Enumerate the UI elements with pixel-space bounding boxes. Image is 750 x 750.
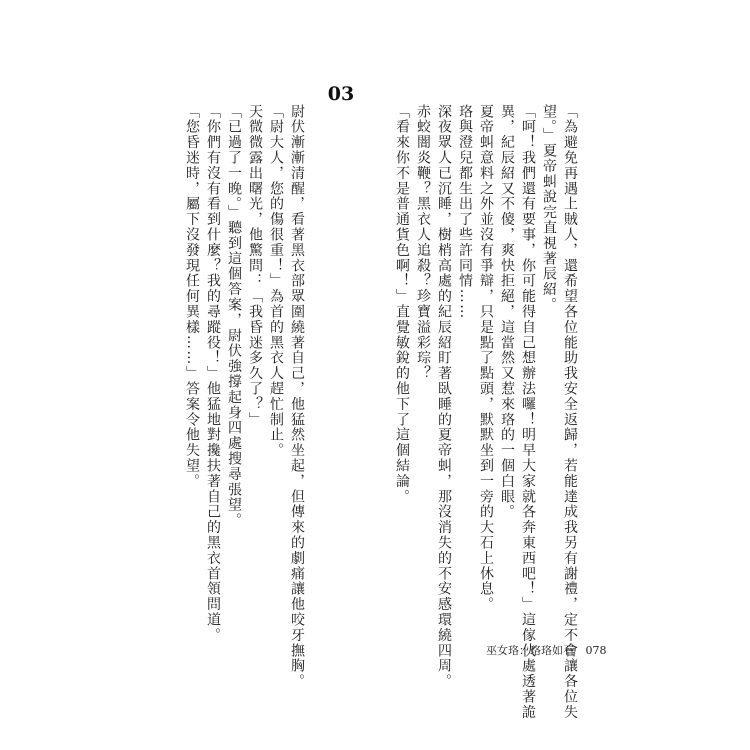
text-line: 「已過了一晚。」聽到這個答案，尉伏強撐起身四處搜尋張望。: [226, 104, 242, 529]
blank-line: [307, 104, 328, 644]
footer-book-title: 巫女珞：珞珞如石: [486, 644, 574, 657]
text-line: 赤蛟闇炎鞭？黑衣人追殺？珍寶溢彩琮？: [415, 104, 431, 382]
text-line: 「看來你不是普通貨色啊！」直覺敏銳的他下了這個結論。: [394, 104, 410, 505]
chapter-number: 03: [327, 83, 355, 105]
text-line: 尉伏漸漸清醒，看著黑衣部眾圍繞著自己，他猛然坐起，但傳來的劇痛讓他咬牙撫胸。: [289, 104, 305, 690]
text-line: 夏帝虯意料之外並沒有爭辯，只是點了點頭，默默坐到一旁的大石上休息。: [478, 104, 494, 613]
text-line: 「呵！我們還有要事，你可能得自己想辦法囉！明早大家就各奔東西吧！」這傢伙處透著詭: [520, 104, 536, 720]
blank-line: [370, 104, 391, 644]
blank-line: [349, 104, 370, 644]
text-line: 望。」夏帝虯說完直視著辰紹。: [541, 104, 557, 313]
text-line: 「尉大人，您的傷很重！」為首的黑衣人趕忙制止。: [268, 104, 284, 459]
page-footer: [486, 644, 607, 658]
text-line: 異，紀辰紹又不傻，爽快拒絕，這當然又惹來珞的一個白眼。: [499, 104, 515, 520]
text-line: 珞與澄兒都生出了些許同情……: [457, 104, 473, 320]
text-line: 深夜眾人已沉睡，樹梢高處的紀辰紹盯著臥睡的夏帝虯，那沒消失的不安感環繞四周。: [436, 104, 452, 690]
text-line: 「為避免再遇上賊人，還希望各位能助我安全返歸，若能達成我另有謝禮，定不會讓各位失: [562, 104, 578, 720]
text-line: 「您昏迷時，屬下沒發現任何異樣……」答案令他失望。: [184, 104, 200, 489]
text-line: 天微微露出曙光，他驚問：「我昏迷多久了？」: [247, 104, 263, 428]
footer-page-number: 078: [585, 644, 607, 657]
text-line: 「你們有沒有看到什麼？我的尋蹤役！」他猛地對攙扶著自己的黑衣首領問道。: [205, 104, 221, 643]
blank-line: [328, 104, 349, 644]
